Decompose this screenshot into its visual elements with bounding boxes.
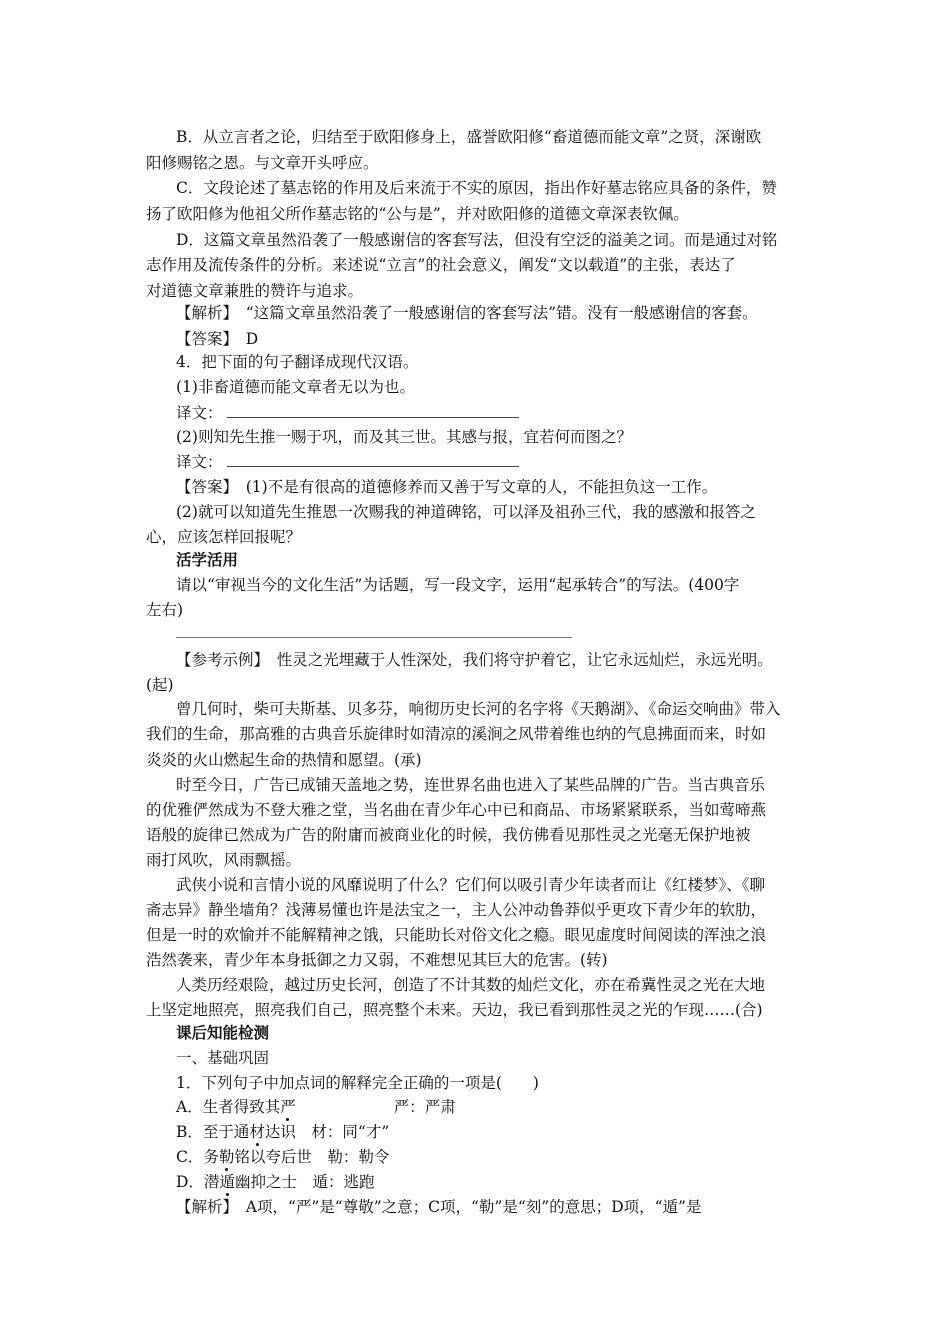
sample-line-13: 浩然袭来，青少年本身抵御之力又弱，不难想见其巨大的危害。(转) — [146, 951, 608, 969]
practice-prompt-line-2: 左右) — [146, 601, 184, 619]
option-c-line-2: 扬了欧阳修为他祖父所作墓志铭的“公与是”，并对欧阳修的道德文章深表钦佩。 — [146, 205, 689, 223]
option-1c-dotted-word: 勒 — [218, 1148, 235, 1166]
option-d-line-1: D．这篇文章虽然沿袭了一般感谢信的客套写法，但没有空泛的溢美之词。而是通过对铭 — [176, 231, 778, 249]
question-1-title: 1．下列句子中加点词的解释完全正确的一项是( ) — [176, 1074, 539, 1092]
option-1d — [176, 1172, 374, 1192]
sample-line-9: 雨打风吹，风雨飘摇。 — [146, 851, 302, 869]
translation-line-1 — [176, 403, 519, 423]
translation-label-1: 译文： — [176, 404, 223, 422]
option-1a-dotted-word: 严 — [280, 1098, 296, 1116]
option-1b-dotted-word: 材 — [249, 1123, 265, 1141]
answer-4-part-2-line-2: 心，应该怎样回报呢？ — [146, 528, 302, 546]
option-1b-explanation: 达识 材：同“才” — [264, 1123, 390, 1141]
option-d-line-3: 对道德文章兼胜的赞许与追求。 — [146, 282, 364, 300]
translation-blank-1[interactable] — [227, 403, 519, 418]
question-4-sentence-1: (1)非畜道德而能文章者无以为也。 — [176, 378, 415, 396]
option-1b-text: B．至于通 — [176, 1123, 250, 1141]
answer-3: 【答案】 D — [176, 330, 259, 348]
sample-line-8: 语般的旋律已然成为广告的附庸而被商业化的时候，我仿佛看见那性灵之光毫无保护地被 — [146, 826, 751, 844]
option-1a — [176, 1097, 456, 1117]
sample-line-3: 曾几何时，柴可夫斯基、贝多芬，响彻历史长河的名字将《天鹅湖》、《命运交响曲》带入 — [176, 700, 781, 718]
option-c-line-1: C．文段论述了墓志铭的作用及后来流于不实的原因，指出作好墓志铭应具备的条件，赞 — [176, 179, 777, 197]
option-1b — [176, 1122, 389, 1142]
translation-blank-2[interactable] — [227, 452, 519, 467]
option-1a-text: A．生者得致其 — [176, 1098, 281, 1116]
sample-line-11: 斋志异》静坐墙角？浅薄易懂也许是法宝之一，主人公冲动鲁莽似乎更攻下青少年的软肋， — [146, 901, 767, 919]
option-1c-explanation: 铭以夸后世 勒：勒令 — [234, 1148, 390, 1166]
option-1d-text: D．潜 — [176, 1173, 220, 1191]
practice-prompt-line-1: 请以“审视当今的文化生活”为话题，写一段文字，运用“起承转合”的写法。(400字 — [176, 576, 740, 594]
question-4-sentence-2: (2)则知先生推一赐于巩，而及其三世。其感与报，宜若何而图之？ — [176, 428, 632, 446]
answer-rule — [176, 637, 572, 638]
option-b-line-2: 阳修赐铭之恩。与文章开头呼应。 — [146, 154, 379, 172]
sample-line-15: 上坚定地照亮，照亮我们自己，照亮整个未来。天边，我已看到那性灵之光的乍现……(合) — [146, 1001, 763, 1019]
question-4-title: 4．把下面的句子翻译成现代汉语。 — [176, 353, 419, 371]
option-d-line-2: 志作用及流传条件的分析。来述说“立言”的社会意义，阐发“文以载道”的主张，表达了 — [146, 256, 736, 274]
answer-4-part-2-line-1: (2)就可以知道先生推恩一次赐我的神道碑铭，可以泽及祖孙三代，我的感激和报答之 — [176, 503, 756, 521]
sample-line-10: 武侠小说和言情小说的风靡说明了什么？它们何以吸引青少年读者而让《红楼梦》、《聊 — [176, 876, 766, 894]
option-1d-dotted-word: 遁 — [219, 1173, 235, 1191]
section-heading-after-class: 课后知能检测 — [176, 1023, 270, 1042]
option-1a-explanation: 严：严肃 — [393, 1098, 456, 1116]
translation-label-2: 译文： — [176, 453, 223, 471]
sample-line-7: 的优雅俨然成为不登大雅之堂，当名曲在青少年心中已和商品、市场紧紧联系，当如莺啼燕 — [146, 801, 767, 819]
option-1c-text: C．务 — [176, 1148, 219, 1166]
analysis-3: 【解析】 “这篇文章虽然沿袭了一般感谢信的客套写法”错。没有一般感谢信的客套。 — [176, 304, 758, 322]
translation-line-2 — [176, 452, 519, 472]
subsection-heading-basics: 一、基础巩固 — [176, 1049, 270, 1067]
sample-line-14: 人类历经艰险，越过历史长河，创造了不计其数的灿烂文化，亦在希冀性灵之光在大地 — [176, 976, 766, 994]
section-heading-practice: 活学活用 — [176, 550, 239, 569]
option-1d-explanation: 幽抑之士 遁：逃跑 — [234, 1173, 375, 1191]
option-1c — [176, 1147, 389, 1167]
sample-line-12: 但是一时的欢愉并不能解精神之饿，只能助长对俗文化之瘾。眼见虚度时间阅读的浑浊之浪 — [146, 926, 767, 944]
sample-line-2: (起) — [146, 676, 174, 694]
option-b-line-1: B．从立言者之论，归结至于欧阳修身上，盛誉欧阳修“畜道德而能文章”之贤，深谢欧 — [176, 128, 762, 146]
answer-4-part-1: 【答案】 (1)不是有很高的道德修养而又善于写文章的人，不能担负这一工作。 — [176, 478, 718, 496]
sample-line-6: 时至今日，广告已成铺天盖地之势，连世界名曲也进入了某些品牌的广告。当古典音乐 — [176, 776, 766, 794]
sample-line-4: 我们的生命，那高雅的古典音乐旋律时如清凉的溪涧之风带着维也纳的气息拂面而来，时如 — [146, 725, 767, 743]
sample-line-1: 【参考示例】 性灵之光埋藏于人性深处，我们将守护着它，让它永远灿烂，永远光明。 — [176, 651, 773, 669]
sample-line-5: 炎炎的火山燃起生命的热情和愿望。(承) — [146, 751, 422, 769]
analysis-1: 【解析】 A项，“严”是“尊敬”之意；C项，“勒”是“刻”的意思；D项，“遁”是 — [176, 1198, 702, 1216]
